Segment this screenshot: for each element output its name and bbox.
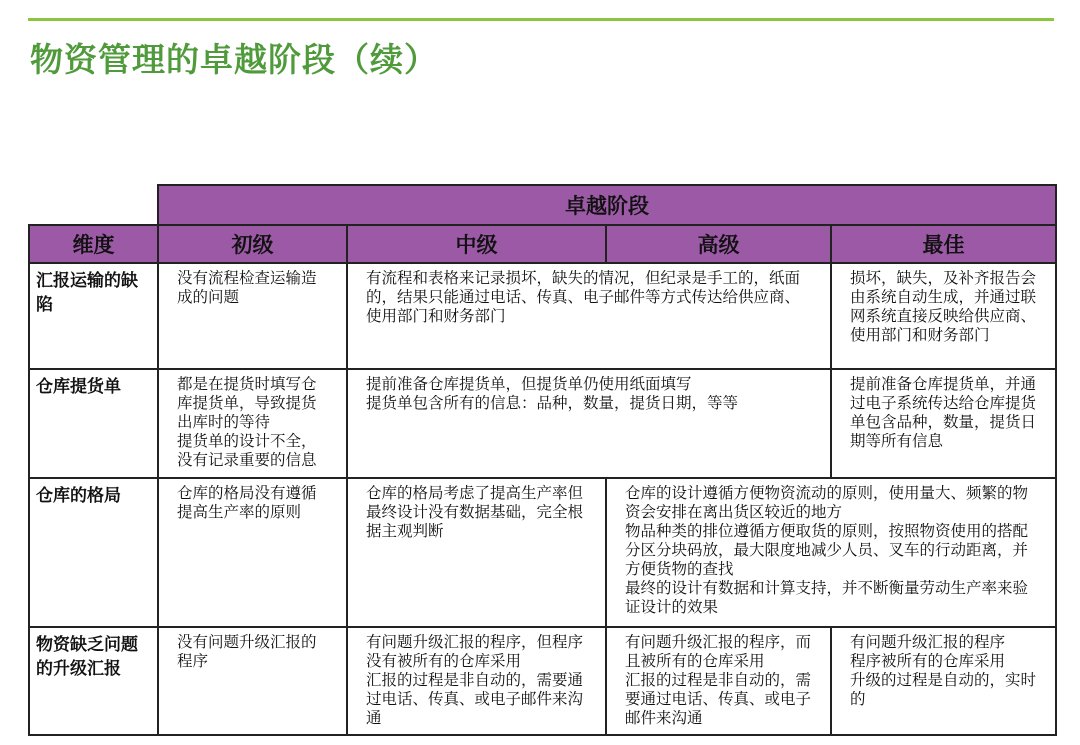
col-header-dimension: 维度 <box>29 225 158 263</box>
cell-line: 仓库的设计遵循方便物资流动的原则，使用量大、频繁的物资会安排在离出货区较近的地方 <box>625 484 1029 521</box>
mid-cell: 仓库的格局考虑了提高生产率但最终设计没有数据基础，完全根据主观判断 <box>347 478 606 627</box>
header-blank-corner <box>29 185 158 225</box>
dimension-cell: 仓库提货单 <box>29 369 158 478</box>
table-row <box>29 369 1056 478</box>
col-header-high: 高级 <box>606 225 831 263</box>
basic-cell: 没有流程检查运输造成的问题 <box>158 263 347 369</box>
best-cell <box>831 627 1056 735</box>
mid-cell <box>347 627 606 735</box>
table-row <box>29 478 1056 627</box>
basic-cell: 仓库的格局没有遵循提高生产率的原则 <box>158 478 347 627</box>
dimension-cell: 仓库的格局 <box>29 478 158 627</box>
stage-header: 卓越阶段 <box>158 185 1056 225</box>
mid-high-cell <box>347 369 831 478</box>
cell-line: 汇报的过程是非自动的，需要通过电话、传真、或电子邮件来沟通 <box>625 671 812 727</box>
cell-line: 最终的设计有数据和计算支持，并不断衡量劳动生产率来验证设计的效果 <box>625 579 1029 616</box>
cell-line: 程序被所有的仓库采用 <box>850 652 1006 670</box>
col-header-best: 最佳 <box>831 225 1056 263</box>
basic-cell <box>158 369 347 478</box>
basic-cell: 没有问题升级汇报的程序 <box>158 627 347 735</box>
cell-line: 有问题升级汇报的程序，但程序没有被所有的仓库采用 <box>366 633 584 670</box>
cell-line: 提货单包含所有的信息：品种，数量，提货日期，等等 <box>366 394 739 412</box>
cell-line: 升级的过程是自动的，实时的 <box>850 671 1037 708</box>
col-header-mid: 中级 <box>347 225 606 263</box>
table-row <box>29 627 1056 735</box>
cell-line: 汇报的过程是非自动的，需要通过电话、传真、或电子邮件来沟通 <box>366 671 584 727</box>
dimension-cell: 物资缺乏问题的升级汇报 <box>29 627 158 735</box>
cell-line: 都是在提货时填写仓库提货单，导致提货出库时的等待 <box>177 375 317 431</box>
cell-line: 物品种类的排位遵循方便取货的原则，按照物资使用的搭配分区分块码放，最大限度地减少人员、叉车的行动距离，并方便货物的查找 <box>625 522 1029 578</box>
high-cell <box>606 627 831 735</box>
excellence-stage-table <box>28 184 1057 736</box>
best-cell: 提前准备仓库提货单，并通过电子系统传达给仓库提货单包含品种，数量，提货日期等所有信息 <box>831 369 1056 478</box>
cell-line: 提货单的设计不全，没有记录重要的信息 <box>177 432 317 469</box>
mid-high-cell: 有流程和表格来记录损坏，缺失的情况，但纪录是手工的，纸面的，结果只能通过电话、传真、电子邮件等方式传达给供应商、使用部门和财务部门 <box>347 263 831 369</box>
cell-line: 提前准备仓库提货单，但提货单仍使用纸面填写 <box>366 375 692 393</box>
dimension-cell: 汇报运输的缺陷 <box>29 263 158 369</box>
col-header-basic: 初级 <box>158 225 347 263</box>
best-cell: 损坏，缺失，及补齐报告会由系统自动生成，并通过联网系统直接反映给供应商、使用部门和财务部门 <box>831 263 1056 369</box>
page-title: 物资管理的卓越阶段（续） <box>30 40 438 79</box>
table-row <box>29 263 1056 369</box>
cell-line: 有问题升级汇报的程序，而且被所有的仓库采用 <box>625 633 812 670</box>
top-divider-line <box>28 18 1054 21</box>
high-best-cell <box>606 478 1056 627</box>
cell-line: 有问题升级汇报的程序 <box>850 633 1006 651</box>
